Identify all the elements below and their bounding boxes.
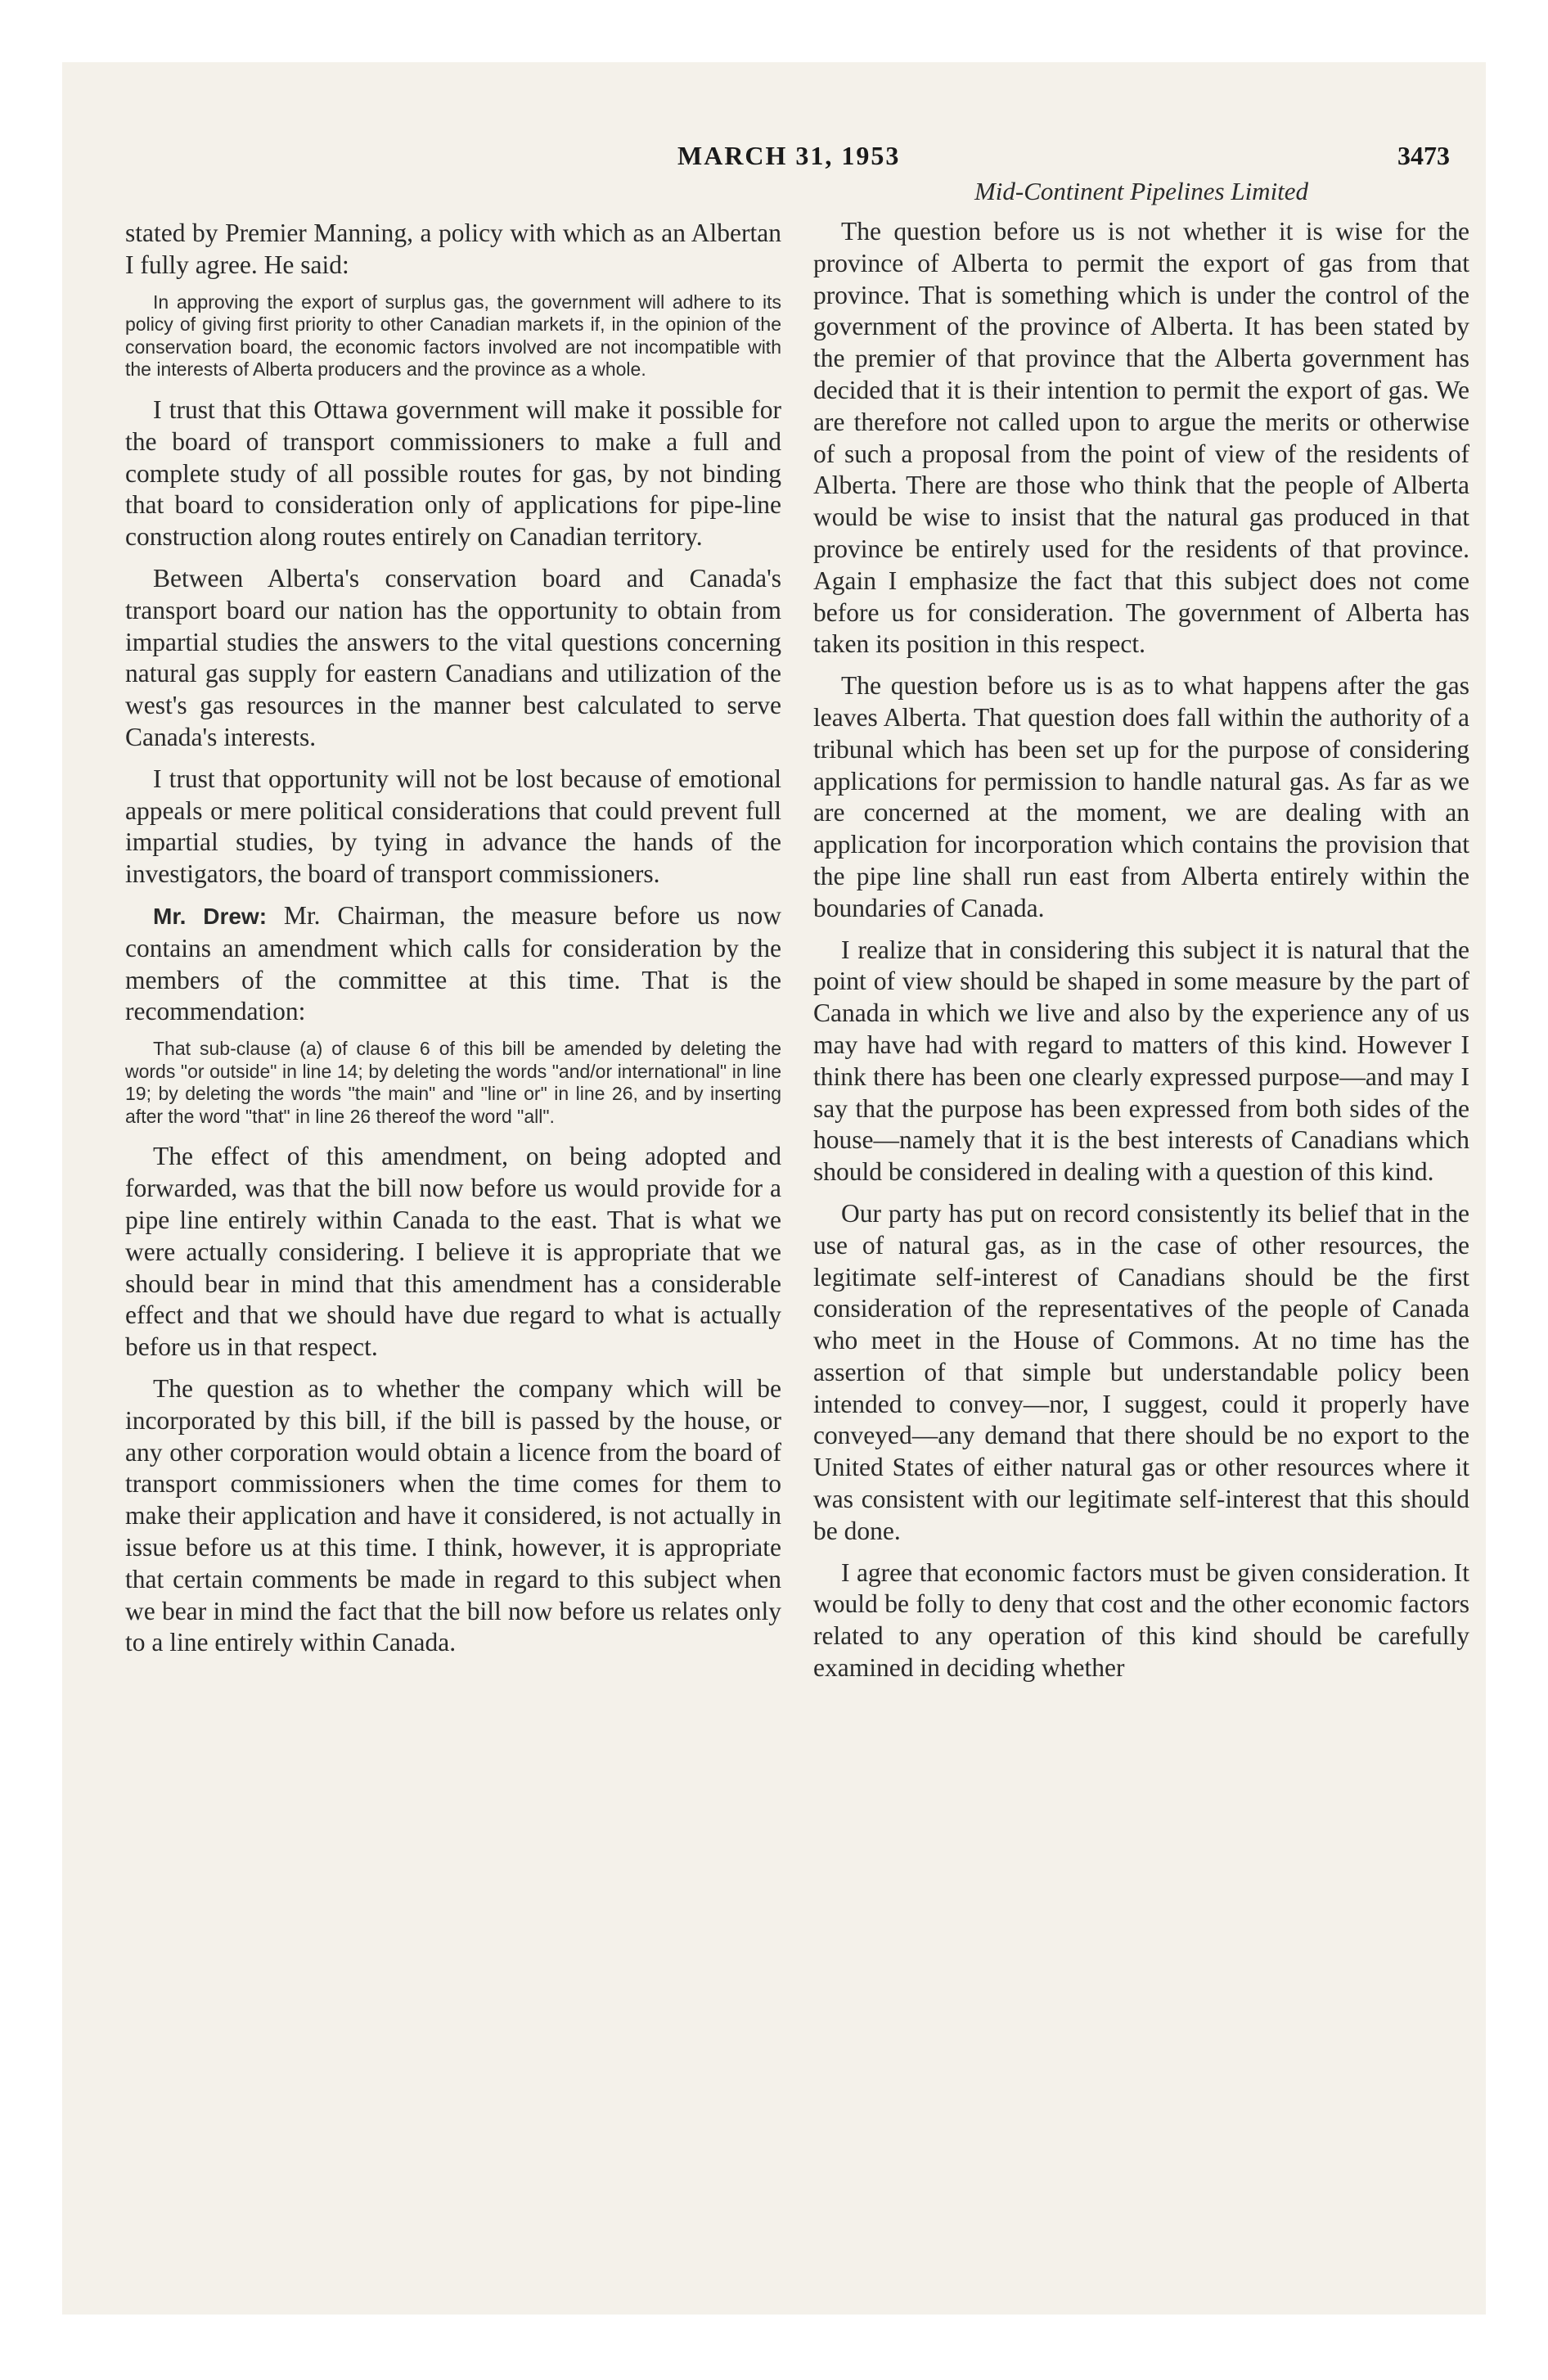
paragraph: stated by Premier Manning, a policy with which as an Albertan I fully agree. He said: — [125, 219, 781, 279]
paragraph: I trust that this Ottawa government will make it possible for the board of transport commissioners to make a full and complete study of all possible routes for gas, by not binding that board to consideration only of applications for pipe-line construction along routes entirely on Canadian territory. — [125, 394, 781, 552]
speaker-text: Mr. Chairman, the measure before us now contains an amendment which calls for consideration by the members of the committee at this time. That is the recommendation: — [125, 900, 781, 1026]
paragraph: The question before us is as to what happens after the gas leaves Alberta. That question does fall within the authority of a tribunal which has been set up for the purpose of considering applications for permission to handle natural gas. As far as we are concerned at the moment, we are dealing with an application for incorporation which contains the provision that the pipe line shall run east from Alberta entirely within the boundaries of Canada. — [813, 671, 1469, 922]
block-quote: That sub-clause (a) of clause 6 of this bill be amended by deleting the words "or outside" in line 14; by deleting the words "and/or international" in line 19; by deleting the words "the main" and "line or" in line 26, and by inserting after the word "that" in line 26 thereof the word "all". — [125, 1038, 781, 1127]
page-number: 3473 — [1397, 141, 1450, 170]
scanned-page — [62, 62, 1486, 2315]
left-column — [125, 218, 781, 1669]
running-head: Mid-Continent Pipelines Limited — [974, 177, 1309, 205]
paragraph: Between Alberta's conservation board and Canada's transport board our nation has the opportunity to obtain from impartial studies the answers to the vital questions concerning natural gas supply for eastern Canadians and utilization of the west's gas resources in the manner best calculated to serve Canada's interests. — [125, 563, 781, 751]
right-column — [813, 175, 1469, 1694]
block-quote: In approving the export of surplus gas, the government will adhere to its policy of giving first priority to other Canadian markets if, in the opinion of the conservation board, the economic factors involved are not incompatible with the interests of Alberta producers and the province as a whole. — [125, 291, 781, 381]
speaker-name: Mr. Drew: — [153, 903, 268, 929]
paragraph: I trust that opportunity will not be lost because of emotional appeals or mere political considerations that could prevent full impartial studies, by tying in advance the hands of the investigators, the board of transport commissioners. — [125, 764, 781, 889]
paragraph: The question as to whether the company which will be incorporated by this bill, if the bill is passed by the house, or any other corporation would obtain a licence from the board of transport commissioners when the time comes for them to make their application and have it considered, is not actually in issue before us at this time. I think, however, it is appropriate that certain comments be made in regard to this subject when we bear in mind the fact that the bill now before us relates only to a line entirely within Canada. — [125, 1374, 781, 1657]
page-date-header: MARCH 31, 1953 — [677, 141, 901, 170]
paragraph: The effect of this amendment, on being adopted and forwarded, was that the bill now before us would provide for a pipe line entirely within Canada to the east. That is what we were actually considering. I believe it is appropriate that we should bear in mind that this amendment has a considerable effect and that we should have due regard to what is actually before us in that respect. — [125, 1142, 781, 1362]
paragraph: I realize that in considering this subject it is natural that the point of view should be shaped in some measure by the part of Canada in which we live and also by the experience any of us may have had with regard to matters of this kind. However I think there has been one clearly expressed purpose—and may I say that the purpose has been expressed from both sides of the house—namely that it is the best interests of Canadians which should be considered in dealing with a question of this kind. — [813, 935, 1469, 1187]
speaker-paragraph — [125, 900, 781, 1028]
paragraph: Our party has put on record consistently its belief that in the use of natural gas, as in the case of other resources, the legitimate self-interest of Canadians should be the first consideration of the representatives of the people of Canada who meet in the House of Commons. At no time has the assertion of that simple but understandable policy been intended to convey—nor, I suggest, could it properly have conveyed—any demand that there should be no export to the United States of either natural gas or other resources where it was consistent with our legitimate self-interest that this should be done. — [813, 1198, 1469, 1545]
paragraph: I agree that economic factors must be given consideration. It would be folly to deny that cost and the other economic factors related to any operation of this kind should be carefully examined in deciding whether — [813, 1557, 1469, 1683]
paragraph: The question before us is not whether it is wise for the province of Alberta to permit the export of gas from that province. That is something which is under the control of the government of the province of Alberta. It has been stated by the premier of that province that the Alberta government has decided that it is their intention to permit the export of gas. We are therefore not called upon to argue the merits or otherwise of such a proposal from the point of view of the residents of Alberta. There are those who think that the people of Alberta would be wise to insist that the natural gas produced in that province be entirely used for the residents of that province. Again I emphasize the fact that this subject does not come before us for consideration. The government of Alberta has taken its position in this respect. — [813, 217, 1469, 659]
